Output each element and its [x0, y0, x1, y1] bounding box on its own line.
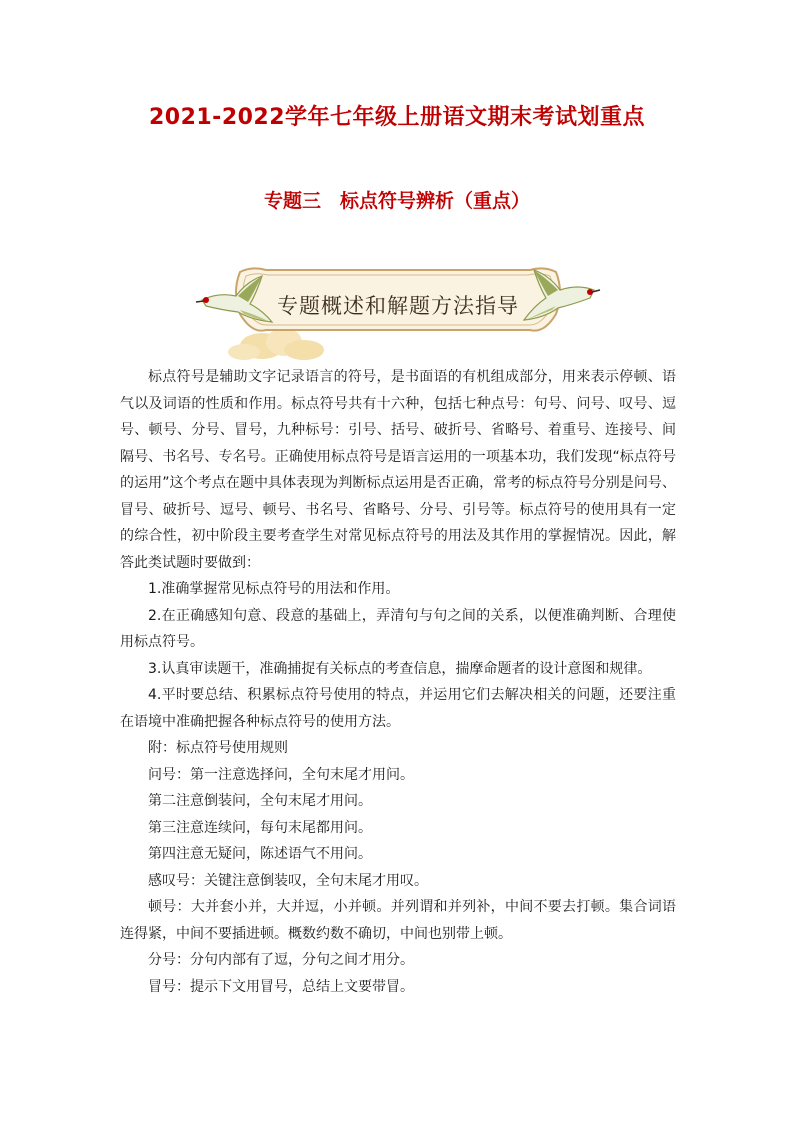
cloud-icon: [228, 328, 324, 360]
tip-item: 4.平时要总结、积累标点符号使用的特点，并运用它们去解决相关的问题，还要注重在语境中准确把握各种标点符号的使用方法。: [120, 687, 676, 730]
rule-line: 分号：分句内部有了逗，分句之间才用分。: [148, 952, 414, 968]
rule-line: 冒号：提示下文用冒号，总结上文要带冒。: [148, 978, 414, 995]
appendix-heading: 附：标点符号使用规则: [148, 740, 288, 756]
rule-line: 第四注意无疑问，陈述语气不用问。: [148, 846, 372, 862]
tip-item: 3.认真审读题干，准确捕捉有关标点的考查信息，揣摩命题者的设计意图和规律。: [148, 660, 652, 677]
rule-line: 第三注意连续问，每句末尾都用问。: [148, 819, 372, 836]
rule-line: 问号：第一注意选择问，全句末尾才用问。: [148, 766, 414, 783]
banner-title: 专题概述和解题方法指导: [277, 294, 519, 318]
section-banner: [192, 262, 604, 362]
tip-item: 2.在正确感知句意、段意的基础上，弄清句与句之间的关系，以便准确判断、合理使用标点符号。: [120, 607, 676, 650]
body-content: [120, 364, 676, 1000]
rule-line: 第二注意倒装问，全句末尾才用问。: [148, 793, 372, 809]
rule-line: 顿号：大并套小并，大并逗，小并顿。并列谓和并列补，中间不要去打顿。集合词语连得紧，中间不要插进顿。概数约数不确切，中间也别带上顿。: [120, 899, 676, 942]
intro-paragraph: 标点符号是辅助文字记录语言的符号，是书面语的有机组成部分，用来表示停顿、语气以及词语的性质和作用。标点符号共有十六种，包括七种点号：句号、问号、叹号、逗号、顿号、分号、冒号，九种标号：引号、括号、破折号、省略号、着重号、连接号、间隔号、书名号、专名号。正确使用标点符号是语言运用的一项基本功，我们发现“标点符号的运用”这个考点在题中具体表现为判断标点运用是否正确，常考的标点符号分别是问号、冒号、破折号、逗号、顿号、书名号、省略号、分号、引号等。标点符号的使用具有一定的综合性，初中阶段主要考查学生对常见标点符号的用法及其作用的掌握情况。因此，解答此类试题时要做到：: [120, 369, 676, 571]
section-subtitle: 专题三 标点符号辨析（重点）: [263, 190, 530, 212]
rule-line: 感叹号：关键注意倒装叹，全句末尾才用叹。: [148, 872, 428, 889]
page-title: 2021-2022学年七年级上册语文期末考试划重点: [148, 105, 646, 130]
tip-item: 1.准确掌握常见标点符号的用法和作用。: [148, 581, 400, 597]
